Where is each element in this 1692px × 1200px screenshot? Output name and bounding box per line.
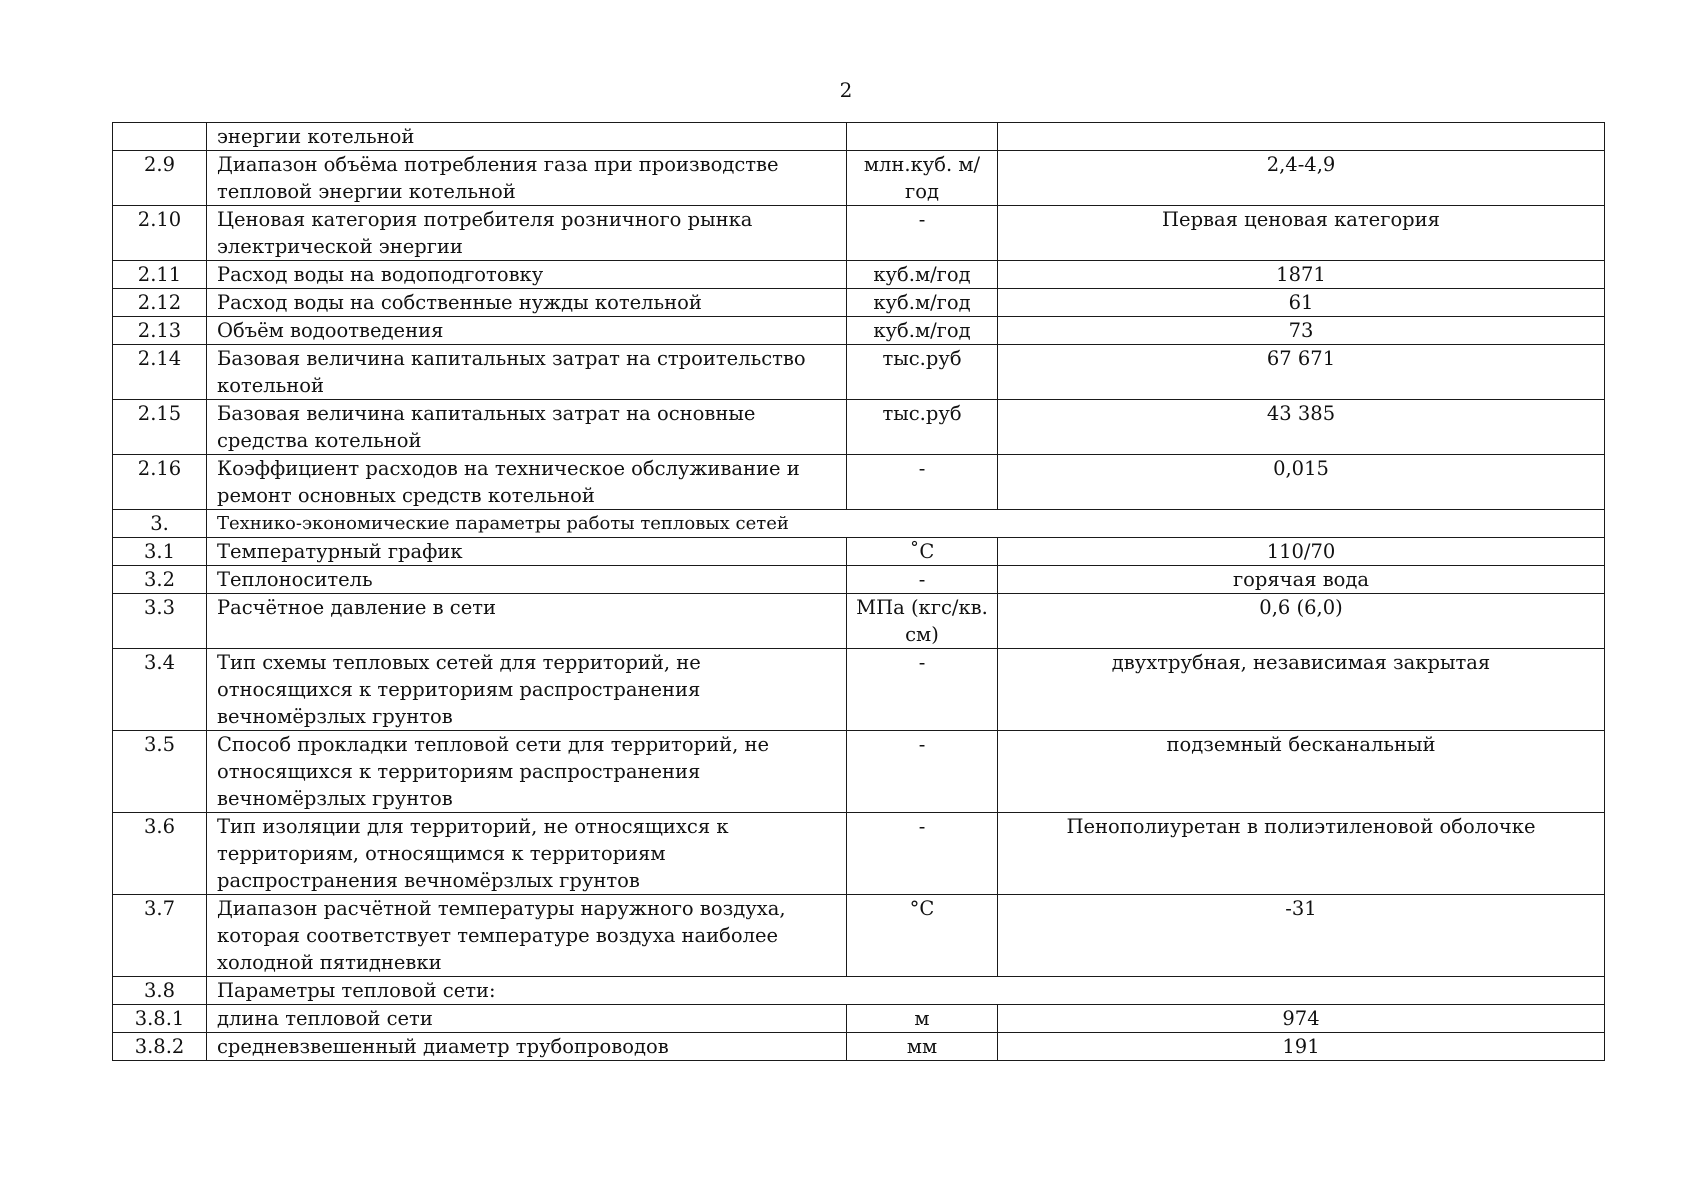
parameter-name: средневзвешенный диаметр трубопроводов	[207, 1033, 847, 1061]
row-number: 2.15	[113, 400, 207, 455]
row-number: 3.6	[113, 813, 207, 895]
section-title: Параметры тепловой сети:	[207, 977, 1605, 1005]
table-row	[113, 206, 1605, 261]
table-row	[113, 649, 1605, 731]
parameter-name: Расчётное давление в сети	[207, 594, 847, 649]
table-row	[113, 731, 1605, 813]
value: 67 671	[998, 345, 1605, 400]
unit: °С	[847, 895, 998, 977]
parameter-name: Объём водоотведения	[207, 317, 847, 345]
value: 61	[998, 289, 1605, 317]
value: 43 385	[998, 400, 1605, 455]
value: 1871	[998, 261, 1605, 289]
table-row	[113, 813, 1605, 895]
page-number: 2	[839, 78, 853, 102]
row-number: 3.1	[113, 538, 207, 566]
unit: куб.м/год	[847, 317, 998, 345]
unit: куб.м/год	[847, 261, 998, 289]
section-title: Технико-экономические параметры работы тепловых сетей	[207, 510, 1605, 538]
section-number: 3.	[113, 510, 207, 538]
row-number: 3.2	[113, 566, 207, 594]
row-number: 2.11	[113, 261, 207, 289]
parameter-name: Тип схемы тепловых сетей для территорий, не относящихся к территориям распространения вечномёрзлых грунтов	[207, 649, 847, 731]
value: 191	[998, 1033, 1605, 1061]
unit: -	[847, 813, 998, 895]
value: 974	[998, 1005, 1605, 1033]
unit: мм	[847, 1033, 998, 1061]
table-row	[113, 566, 1605, 594]
parameter-name: Коэффициент расходов на техническое обслуживание и ремонт основных средств котельной	[207, 455, 847, 510]
table-row	[113, 594, 1605, 649]
parameter-name: Теплоноситель	[207, 566, 847, 594]
section-row	[113, 977, 1605, 1005]
table-row	[113, 151, 1605, 206]
row-number: 2.9	[113, 151, 207, 206]
parameter-name: энергии котельной	[207, 123, 847, 151]
row-number	[113, 123, 207, 151]
value: -31	[998, 895, 1605, 977]
table-row	[113, 400, 1605, 455]
table-row	[113, 895, 1605, 977]
value: двухтрубная, независимая закрытая	[998, 649, 1605, 731]
unit: ˚С	[847, 538, 998, 566]
unit: м	[847, 1005, 998, 1033]
unit: -	[847, 731, 998, 813]
section-number: 3.8	[113, 977, 207, 1005]
table-row	[113, 1033, 1605, 1061]
parameter-name: Расход воды на водоподготовку	[207, 261, 847, 289]
table-row	[113, 1005, 1605, 1033]
value: горячая вода	[998, 566, 1605, 594]
row-number: 3.8.2	[113, 1033, 207, 1061]
unit: тыс.руб	[847, 400, 998, 455]
table-row	[113, 317, 1605, 345]
unit: куб.м/год	[847, 289, 998, 317]
row-number: 2.10	[113, 206, 207, 261]
unit: -	[847, 455, 998, 510]
parameter-name: Расход воды на собственные нужды котельной	[207, 289, 847, 317]
unit: млн.куб. м/ год	[847, 151, 998, 206]
row-number: 3.8.1	[113, 1005, 207, 1033]
unit: -	[847, 649, 998, 731]
table-row	[113, 538, 1605, 566]
value: 0,015	[998, 455, 1605, 510]
unit: тыс.руб	[847, 345, 998, 400]
value: 0,6 (6,0)	[998, 594, 1605, 649]
parameter-name: Диапазон объёма потребления газа при производстве тепловой энергии котельной	[207, 151, 847, 206]
parameter-name: длина тепловой сети	[207, 1005, 847, 1033]
unit: МПа (кгс/кв. см)	[847, 594, 998, 649]
row-number: 2.16	[113, 455, 207, 510]
value: 73	[998, 317, 1605, 345]
row-number: 2.12	[113, 289, 207, 317]
row-number: 3.5	[113, 731, 207, 813]
parameter-name: Диапазон расчётной температуры наружного воздуха, которая соответствует температуре воздуха наиболее холодной пятидневки	[207, 895, 847, 977]
value: подземный бесканальный	[998, 731, 1605, 813]
value	[998, 123, 1605, 151]
row-number: 2.14	[113, 345, 207, 400]
parameters-table	[112, 122, 1605, 1061]
section-row	[113, 510, 1605, 538]
value: 110/70	[998, 538, 1605, 566]
table-row	[113, 455, 1605, 510]
parameter-name: Ценовая категория потребителя розничного рынка электрической энергии	[207, 206, 847, 261]
unit	[847, 123, 998, 151]
parameter-name: Тип изоляции для территорий, не относящихся к территориям, относящимся к территориям распространения вечномёрзлых грунтов	[207, 813, 847, 895]
value: Первая ценовая категория	[998, 206, 1605, 261]
unit: -	[847, 206, 998, 261]
parameter-name: Базовая величина капитальных затрат на основные средства котельной	[207, 400, 847, 455]
row-number: 2.13	[113, 317, 207, 345]
table-row	[113, 123, 1605, 151]
row-number: 3.3	[113, 594, 207, 649]
parameter-name: Температурный график	[207, 538, 847, 566]
table-row	[113, 289, 1605, 317]
value: Пенополиуретан в полиэтиленовой оболочке	[998, 813, 1605, 895]
row-number: 3.4	[113, 649, 207, 731]
row-number: 3.7	[113, 895, 207, 977]
value: 2,4-4,9	[998, 151, 1605, 206]
table-row	[113, 261, 1605, 289]
unit: -	[847, 566, 998, 594]
parameter-name: Способ прокладки тепловой сети для территорий, не относящихся к территориям распространения вечномёрзлых грунтов	[207, 731, 847, 813]
table-row	[113, 345, 1605, 400]
parameter-name: Базовая величина капитальных затрат на строительство котельной	[207, 345, 847, 400]
